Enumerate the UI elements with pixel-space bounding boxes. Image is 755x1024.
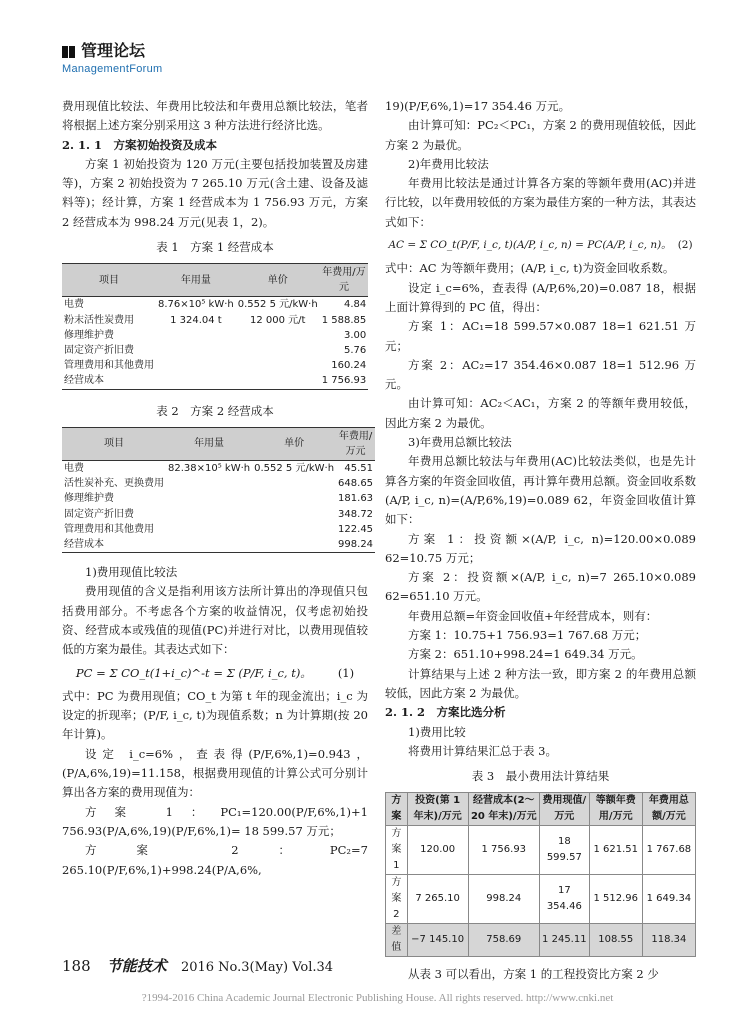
table-cell: 160.24 (331, 360, 367, 372)
table-cell: 17 354.46 (539, 875, 589, 924)
table-cell: 998.24 (468, 875, 539, 924)
table-row (386, 826, 696, 875)
table-cell: −7 145.10 (407, 924, 468, 957)
table-row (62, 537, 375, 553)
paragraph: 式中：PC 为费用现值；CO_t 为第 t 年的现金流出；i_c 为设定的折现率；(P/F, i_c, t)为现值系数；n 为计算期(按 20 年计算)。 (62, 688, 368, 742)
table-row (62, 507, 375, 522)
formula-text: PC = Σ CO_t(1+i_c)^-t = Σ (P/F, i_c, t)。 (75, 665, 312, 680)
formula-1 (62, 664, 368, 683)
paragraph: 方案 1 初始投资为 120 万元(主要包括投加装置及房建等)，方案 2 初始投资为 7 265.10 万元(含土建、设备及滤料等)；经计算，方案 1 经营成本为 1 756.93 万元，方案 2 经营成本为 998.24 万元(见表 1，2)。 (62, 156, 368, 229)
table-cell (236, 358, 320, 373)
table-caption: 表 1 方案 1 经营成本 (156, 240, 274, 255)
table-header-cell: 投资(第 1 年末)/万元 (407, 793, 468, 826)
table-cell: 活性炭补充、更换费用 (64, 478, 164, 490)
table-header-cell: 年用量 (194, 438, 225, 450)
table-cell: 4.84 (343, 299, 367, 311)
table-cell: 修理维护费 (64, 493, 114, 505)
table-cell (166, 476, 252, 491)
table-cell (252, 522, 336, 537)
table-cell: 120.00 (407, 826, 468, 875)
journal-header (62, 38, 163, 75)
table-header-cell: 经营成本(2～20 年末)/万元 (468, 793, 539, 826)
table-cell: 经营成本 (64, 375, 104, 387)
table-header-cell: 年费用/万元 (338, 430, 373, 457)
table-header-cell: 年费用/万元 (322, 267, 366, 294)
table-cell (252, 491, 336, 506)
table-cell: 118.34 (642, 924, 695, 957)
table-cell: 1 512.96 (589, 875, 642, 924)
table-cell: 122.45 (338, 523, 374, 535)
table-header-cell: 单价 (267, 274, 288, 286)
paragraph: 设定 i_c=6%，查表得 (A/P,6%,20)=0.087 18，根据上面计算得到的 PC 值，得出： (385, 280, 696, 314)
table-header-cell: 方案 (386, 793, 408, 826)
paragraph: 方案 1：AC₁=18 599.57×0.087 18=1 621.51 万元； (385, 319, 696, 353)
table-cell: 181.63 (338, 493, 374, 505)
paragraph: 方案 1：投资额×(A/P, i_c, n)=120.00×0.089 62=10.75 万元； (385, 531, 696, 565)
table-header-cell: 单价 (284, 438, 305, 450)
table-cell: 3.00 (343, 329, 367, 341)
table-cell (236, 373, 320, 389)
table-2 (62, 427, 375, 553)
journal-logo: 节能技术 (106, 957, 167, 975)
table-cell: 管理费用和其他费用 (64, 360, 154, 372)
table-cell (156, 373, 236, 389)
paragraph: 费用现值比较法、年费用比较法和年费用总额比较法，笔者将根据上述方案分别采用这 3 种方法进行经济比选。 (62, 99, 368, 133)
left-column (62, 97, 374, 880)
table-cell: 7 265.10 (407, 875, 468, 924)
table-cell: 1 621.51 (589, 826, 642, 875)
right-column (385, 97, 696, 985)
subsection-heading: 1)费用比较 (408, 724, 466, 739)
paragraph: 设定 i_c=6%，查表得(P/F,6%,1)=0.943，(P/A,6%,19)=11.158，根据费用现值的计算公式可分别计算出各方案的费用现值为： (62, 746, 368, 800)
paragraph: 方案 2：PC₂=7 265.10(P/F,6%,1)+998.24(P/A,6%, (62, 843, 368, 877)
table-cell: 648.65 (338, 478, 374, 490)
table-row (62, 358, 368, 373)
table-row (62, 328, 368, 343)
table-3 (385, 792, 696, 957)
paragraph: 年费用总额=年资金回收值+年经营成本，则有： (408, 608, 658, 623)
table-cell: 经营成本 (64, 538, 104, 550)
table-cell: 方案 2 (386, 875, 408, 924)
subsection-heading: 1)费用现值比较法 (85, 565, 178, 580)
table-cell (156, 328, 236, 343)
table-cell: 1 324.04 t (170, 314, 222, 326)
table-header-cell: 等额年费用/万元 (589, 793, 642, 826)
table-cell: 12 000 元/t (249, 314, 306, 326)
table-cell: 固定资产折旧费 (64, 344, 134, 356)
journal-title-cn: 管理论坛 (81, 41, 146, 60)
table-cell: 1 756.93 (321, 375, 367, 387)
table-cell: 固定资产折旧费 (64, 508, 134, 520)
table-cell: 8.76×10⁵ kW·h (158, 299, 234, 311)
table-cell: 0.552 5 元/kW·h (237, 299, 318, 311)
table-header-cell: 年费用总额/万元 (642, 793, 695, 826)
formula-2 (385, 236, 696, 255)
table-cell: 758.69 (468, 924, 539, 957)
paragraph: 由计算可知：AC₂＜AC₁，方案 2 的等额年费用较低，因此方案 2 为最优。 (385, 396, 696, 430)
table-header-cell: 费用现值/万元 (539, 793, 589, 826)
paragraph: 方案 2：651.10+998.24=1 649.34 万元。 (408, 647, 643, 662)
table-cell (166, 537, 252, 553)
table-cell: 1 588.85 (321, 314, 367, 326)
formula-number: (1) (337, 665, 355, 680)
issue-info: 2016 No.3(May) Vol.34 (180, 960, 334, 975)
subsection-heading: 3)年费用总额比较法 (408, 435, 512, 450)
table-row (62, 491, 375, 506)
table-cell: 电费 (64, 462, 84, 474)
table-cell (252, 507, 336, 522)
table-cell: 1 245.11 (539, 924, 589, 957)
table-cell: 5.76 (343, 344, 367, 356)
table-cell: 998.24 (338, 538, 374, 550)
table-cell (252, 537, 336, 553)
table-caption: 表 2 方案 2 经营成本 (156, 403, 274, 418)
paragraph: 费用现值的含义是指利用该方法所计算出的净现值只包括费用部分。不考虑各个方案的收益情况，仅考虑初始投资、经营成本或残值的现值(PC)并进行对比，以费用现值较低的方案为最佳。其表达式如下： (62, 584, 368, 657)
table-caption: 表 3 最小费用法计算结果 (471, 769, 610, 784)
page-number: 188 (62, 957, 91, 975)
copyright-notice: ?1994-2016 China Academic Journal Electronic Publishing House. All rights reserved. http://www.cnki.net (141, 992, 614, 1004)
table-cell: 差值 (386, 924, 408, 957)
paragraph: 计算结果与上述 2 种方法一致，即方案 2 的年费用总额较低，因此方案 2 为最优。 (385, 666, 696, 700)
table-row (62, 313, 368, 328)
table-cell: 0.552 5 元/kW·h (254, 462, 335, 474)
paragraph: 从表 3 可以看出，方案 1 的工程投资比方案 2 少 (408, 967, 659, 982)
formula-text: AC = Σ CO_t(P/F, i_c, t)(A/P, i_c, n) = PC(A/P, i_c, n)。 (388, 239, 672, 252)
table-cell: 1 756.93 (468, 826, 539, 875)
table-1 (62, 263, 368, 389)
paragraph: 将费用计算结果汇总于表 3。 (408, 743, 557, 758)
table-cell (156, 358, 236, 373)
logo-squares-icon (62, 46, 76, 58)
table-row (386, 924, 696, 957)
paragraph: 方案 1：10.75+1 756.93=1 767.68 万元； (408, 628, 647, 643)
table-cell: 方案 1 (386, 826, 408, 875)
table-header-cell: 年用量 (180, 274, 211, 286)
table-cell (236, 343, 320, 358)
table-cell (252, 476, 336, 491)
table-cell (166, 491, 252, 506)
table-cell (156, 343, 236, 358)
table-cell: 1 649.34 (642, 875, 695, 924)
table-row (386, 875, 696, 924)
paragraph: 由计算可知：PC₂＜PC₁，方案 2 的费用现值较低，因此方案 2 为最优。 (385, 118, 696, 152)
paragraph: 年费用比较法是通过计算各方案的等额年费用(AC)并进行比较，以年费用较低的方案为最佳方案的一种方法，其表达式如下： (385, 176, 696, 229)
table-cell (166, 522, 252, 537)
table-cell: 45.51 (344, 462, 374, 474)
table-row (62, 343, 368, 358)
table-cell: 1 767.68 (642, 826, 695, 875)
page-footer (62, 955, 333, 976)
table-header-cell: 项目 (99, 274, 119, 286)
table-cell: 348.72 (338, 508, 374, 520)
subsection-heading: 2)年费用比较法 (408, 156, 489, 171)
table-cell: 108.55 (589, 924, 642, 957)
table-row (62, 373, 368, 389)
table-header-cell: 项目 (104, 438, 124, 450)
table-row (62, 522, 375, 537)
section-heading: 2. 1. 2 方案比选分析 (385, 705, 506, 720)
table-row (62, 460, 375, 476)
table-row (62, 297, 368, 313)
paragraph: 19)(P/F,6%,1)=17 354.46 万元。 (385, 99, 571, 113)
table-cell: 电费 (64, 299, 84, 311)
table-cell (166, 507, 252, 522)
table-cell: 粉末活性炭费用 (64, 314, 134, 326)
paragraph: 年费用总额比较法与年费用(AC)比较法类似，也是先计算各方案的年资金回收值，再计算年费用总额。资金回收系数(A/P, i_c, n)=(A/P,6%,19)=0.089 62，年资金回收值计算如下： (385, 454, 696, 527)
paragraph: 方案 2：AC₂=17 354.46×0.087 18=1 512.96 万元。 (385, 357, 696, 392)
table-cell: 修理维护费 (64, 329, 114, 341)
paragraph: 方案 1：PC₁=120.00(P/F,6%,1)+1 756.93(P/A,6%,19)(P/F,6%,1)= 18 599.57 万元； (62, 804, 368, 838)
section-heading: 2. 1. 1 方案初始投资及成本 (62, 137, 218, 152)
table-cell (236, 328, 320, 343)
table-cell: 82.38×10⁵ kW·h (168, 462, 251, 474)
paragraph: 式中：AC 为等额年费用；(A/P, i_c, t)为资金回收系数。 (385, 261, 675, 276)
table-row (62, 476, 375, 491)
table-cell: 管理费用和其他费用 (64, 523, 154, 535)
paragraph: 方案 2：投资额×(A/P, i_c, n)=7 265.10×0.089 62=651.10 万元。 (385, 570, 696, 604)
table-cell: 18 599.57 (539, 826, 589, 875)
formula-number: (2) (677, 239, 693, 252)
journal-title-en: ManagementForum (62, 63, 163, 75)
